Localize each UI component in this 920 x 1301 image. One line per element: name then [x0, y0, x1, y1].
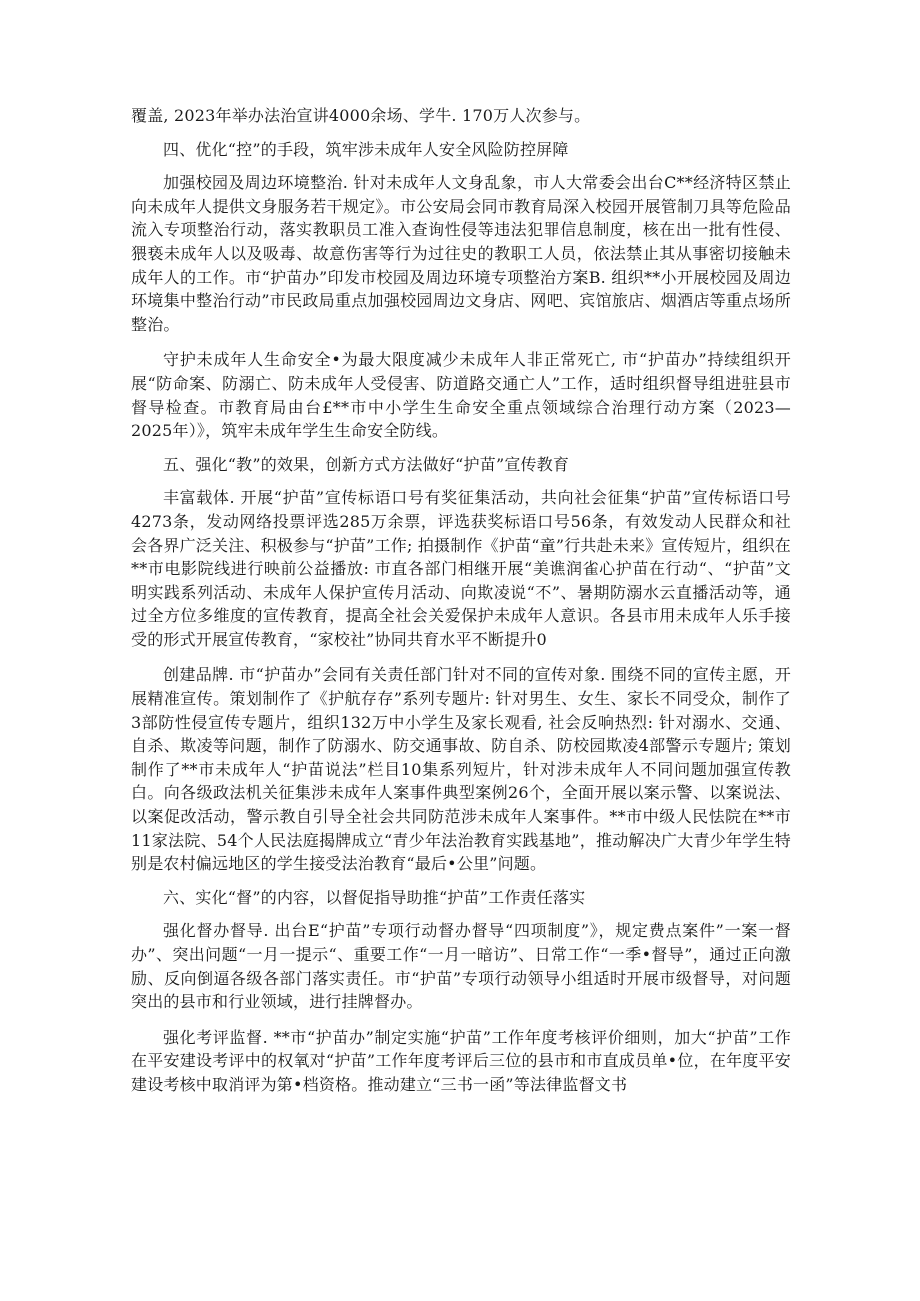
section-heading-5: 五、强化“教”的效果，创新方式方法做好“护苗”宣传教育 [163, 454, 570, 474]
paragraph-life-safety: 守护未成年人生命安全•为最大限度减少未成年人非正常死亡, 市“护苗办”持续组织开展“防命案、防溺亡、防未成年人受侵害、防道路交通亡人”工作，适时组织督导组进驻县市督导检查。市教育局由台£**市中小学生生命安全重点领域综合治理行动方案（2023—2025年）》，筑牢未成年学生生命安全防线。 [131, 350, 791, 441]
section-heading-4: 四、优化“控”的手段，筑牢涉未成年人安全风险防控屏障 [163, 139, 569, 159]
paragraph-evaluation: 强化考评监督. **市“护苗办”制定实施“护苗”工作年度考核评价细则，加大“护苗”工作在平安建设考评中的权氧对“护苗”工作年度考评后三位的县市和市直成员单•位，在年度平安建设考核中取消评为第•档资格。推动建立“三书一函”等法律监督文书 [131, 1027, 791, 1094]
paragraph-supervision: 强化督办督导. 出台E“护苗”专项行动督办督导“四项制度”》，规定费点案件”一案一督办”、突出问题“一月一提示“、重要工作“一月一暗访”、日常工作“一季•督导”，通过正向激励、反向倒逼各级各部门落实责任。市“护苗”专项行动领导小组适时开展市级督导，对问题突出的县市和行业领域，进行挂牌督办。 [131, 921, 791, 1012]
paragraph-campus-environment: 加强校园及周边环境整治. 针对未成年人文身乱象，市人大常委会出台C**经济特区禁止向未成年人提供文身服务若干规定》。市公安局会同市教育局深入校园开展管制刀具等危险品流入专项整治行动，落实教职员工准入查询性侵等违法犯罪信息制度，核在出一批有性侵、猥亵未成年人以及吸毒、故意伤害等行为过往史的教职工人员，依法禁止其从事密切接触未成年人的工作。市“护苗办”印发市校园及周边环境专项整治方案B. 组织**小开展校园及周边环境集中整治行动”市民政局重点加强校园周边文身店、网吧、宾馆旅店、烟酒店等重点场所整治。 [131, 173, 791, 334]
paragraph-rich-carriers: 丰富载体. 开展“护苗”宣传标语口号有奖征集活动，共向社会征集“护苗”宣传标语口号4273条，发动网络投票评选285万余票，评选获奖标语口号56条，有效发动人民群众和社会各界广泛关注、积极参与“护苗”工作; 拍摄制作《护苗“童”行共赴未来》宣传短片，组织在**市电影院线进行映前公益播放: 市直各部门相继开展“美谯润雀心护苗在行动“、“护苗”文明实践系列活动、未成年人保护宣传月活动、向欺凌说“不”、暑期防溺水云直播活动等，通过全方位多维度的宣传教育，提高全社会关爱保护未成年人意识。各县市用未成年人乐手接受的形式开展宣传教育，“家校社”协同共育水平不断提升0 [131, 488, 791, 649]
section-heading-6: 六、实化“督”的内容，以督促指导助推“护苗”工作责任落实 [163, 887, 586, 907]
paragraph-opening: 覆盖, 2023年举办法治宣讲4000余场、学牛. 170万人次参与。 [131, 106, 591, 125]
document-body [131, 104, 791, 1097]
paragraph-create-brand: 创建品牌. 市“护苗办”会同有关责任部门针对不同的宣传对象. 围绕不同的宣传主愿，开展精准宣传。策划制作了《护航存存”系列专题片: 针对男生、女生、家长不同受众，制作了3部防性侵宣传专题片，组织132万中小学生及家长观看, 社会反响热烈: 针对溺水、交通、自杀、欺凌等问题，制作了防溺水、防交通事故、防自杀、防校园欺凌4部警示专题片; 策划制作了**市未成年人“护苗说法”栏目10集系列短片，针对涉未成年人不同问题加强宣传教白。向各级政法机关征集涉未成年人案事件典型案例26个，全面开展以案示警、以案说法、以案促改活动，警示教自引导全社会共同防范涉未成年人案事件。**市中级人民怯院在**市11家法院、54个人民法庭揭牌成立“青少年法治教育实践基地”，推动解决广大青少年学生特别是农村偏远地区的学生接受法治教育“最后•公里”问题。 [131, 665, 791, 874]
